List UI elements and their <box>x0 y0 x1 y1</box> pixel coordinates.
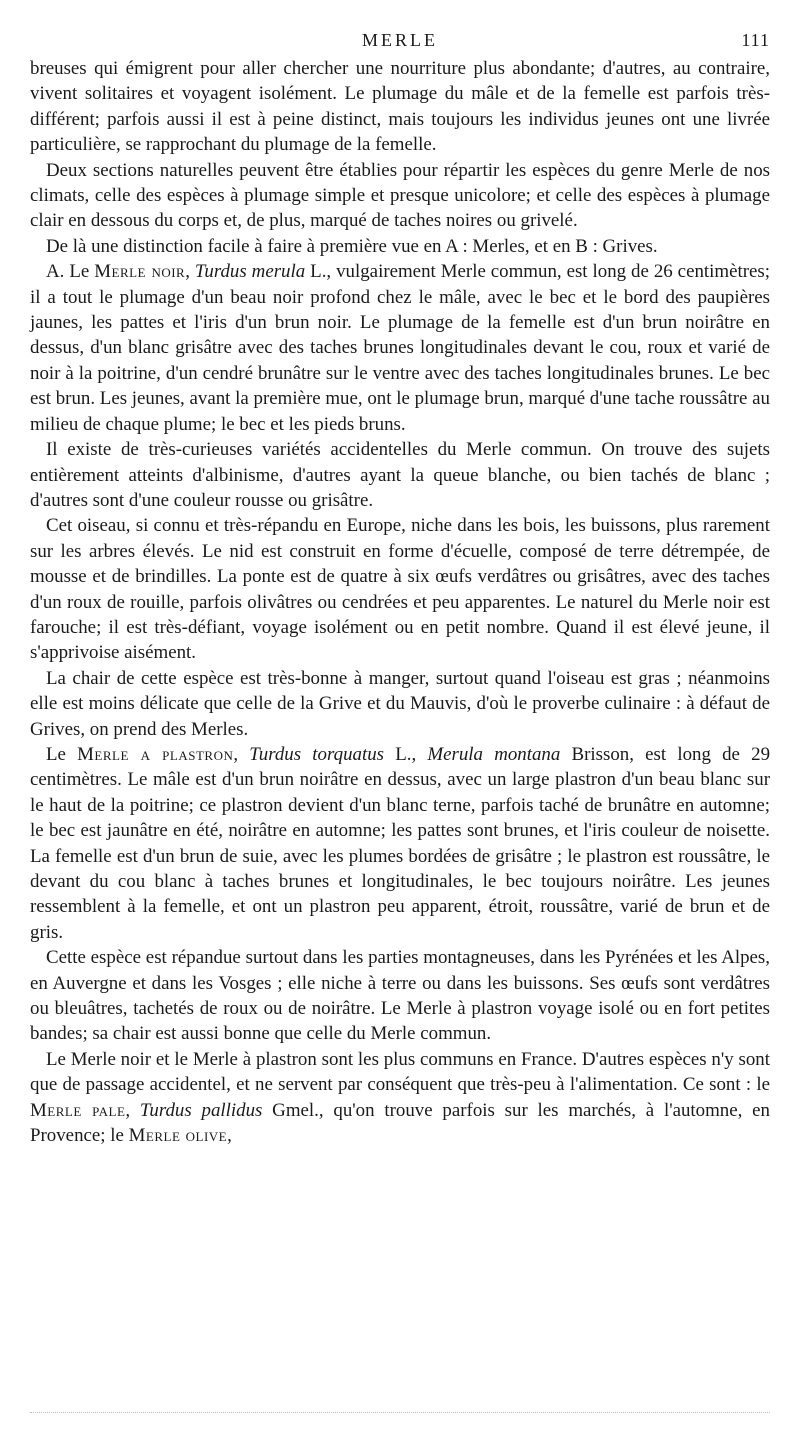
small-caps-text: Merle pale <box>30 1099 126 1121</box>
italic-text: Turdus torquatus <box>249 743 385 765</box>
text-run: L., vulgairement Merle commun, est long de 26 centimètres; il a tout le plumage d'un beau noir profond chez le mâle, avec le bec et le bord des paupières jaunes, les pattes et l'iris d'un brun noir. Le plumage de la femelle est d'un brun noirâtre en dessus, d'un blanc grisâtre avec des taches brunes longitudinales devant le cou, roux et varié de noir à la poitrine, d'un cendré brunâtre sur le ventre avec des taches longitudinales brunes. Le bec est brun. Les jeunes, avant la première mue, ont le plumage brun, marqué d'une tache roussâtre au milieu de chaque plume; le bec et les pieds bruns. <box>30 261 770 435</box>
small-caps-text: Merle a plastron <box>77 743 234 765</box>
paragraph <box>30 513 770 665</box>
text-run: breuses qui émigrent pour aller chercher une nourriture plus abondante; d'autres, au contraire, vivent solitaires et voyagent isolément. Le plumage du mâle et de la femelle est parfois très-différent; parfois aussi il est à peine distinct, mais toujours les individus jeunes ont une livrée particulière, se rapprochant du plumage de la femelle. <box>30 58 770 156</box>
paragraph <box>30 56 770 158</box>
paragraph <box>30 1047 770 1149</box>
text-run: Il existe de très-curieuses variétés accidentelles du Merle commun. On trouve des sujets entièrement atteints d'albinisme, d'autres ayant la queue blanche, ou bien tachés de blanc ; d'autres sont d'une couleur rousse ou grisâtre. <box>30 439 770 511</box>
italic-text: Turdus pallidus <box>139 1099 263 1121</box>
paragraph <box>30 437 770 513</box>
bottom-scan-artifact <box>30 1412 770 1413</box>
text-run: , <box>233 743 250 765</box>
text-run: Cet oiseau, si connu et très-répandu en Europe, niche dans les bois, les buissons, plus rarement sur les arbres élevés. Le nid est construit en forme d'écuelle, composé de terre détrempée, de mousse et de brindilles. La ponte est de quatre à six œufs verdâtres ou grisâtres, avec des taches d'un roux de rouille, parfois olivâtres ou cendrées et peu apparentes. Le naturel du Merle noir est farouche; il est très-défiant, voyage isolément ou en petit nombre. Quand il est élevé jeune, il s'apprivoise aisément. <box>30 515 770 664</box>
text-run: , <box>185 261 195 283</box>
paragraph <box>30 259 770 437</box>
text-run: Gmel., qu'on trouve parfois sur les marchés, à l'automne, en Provence; le <box>30 1099 770 1147</box>
text-run: , <box>227 1125 232 1147</box>
text-run: Brisson, est long de 29 centimètres. Le mâle est d'un brun noirâtre en dessus, avec un large plastron d'un beau blanc sur le haut de la poitrine; ce plastron devient d'un blanc terne, parfois taché de brunâtre en automne; le bec est jaunâtre en été, noirâtre en automne; les pattes sont brunes, et l'iris couleur de noisette. La femelle est d'un brun de suie, avec les plumes bordées de grisâtre ; le plastron est roussâtre, le devant du cou blanc à taches brunes et longitudinales, le bec toujours noirâtre. Les jeunes ressemblent à la femelle, et ont un plastron peu apparent, étroit, roussâtre, varié de brun et de gris. <box>30 743 771 943</box>
paragraph <box>30 742 770 945</box>
text-run: La chair de cette espèce est très-bonne à manger, surtout quand l'oiseau est gras ; néanmoins elle est moins délicate que celle de la Grive et du Mauvis, d'où le proverbe culinaire : à défaut de Grives, on prend des Merles. <box>30 667 770 740</box>
text-run: Le Merle noir et le Merle à plastron sont les plus communs en France. D'autres espèces n'y sont que de passage accidentel, et ne servent par conséquent que très-peu à l'alimentation. Ce sont : le <box>30 1048 770 1096</box>
paragraph <box>30 666 770 742</box>
italic-text: Merula montana <box>427 743 561 765</box>
running-header <box>30 22 770 56</box>
paragraph <box>30 158 770 234</box>
text-run: De là une distinction facile à faire à première vue en A : Merles, et en B : Grives. <box>46 235 658 257</box>
page <box>30 22 770 1148</box>
text-run: Deux sections naturelles peuvent être établies pour répartir les espèces du genre Merle de nos climats, celle des espèces à plumage simple et presque unicolore; et celle des espèces à plumage clair en dessous du corps et, de plus, marqué de taches noires ou grivelé. <box>30 159 770 232</box>
running-title: MERLE <box>362 30 438 50</box>
small-caps-text: Merle olive <box>128 1125 228 1147</box>
italic-text: Turdus merula <box>194 261 306 283</box>
small-caps-text: Merle noir <box>94 261 186 283</box>
text-run: Cette espèce est répandue surtout dans les parties montagneuses, dans les Pyrénées et les Alpes, en Auvergne et dans les Vosges ; elle niche à terre ou dans les buissons. Ses œufs sont verdâtres ou bleuâtres, tachetés de roux ou de noirâtre. Le Merle à plastron voyage isolé ou en fort petites bandes; sa chair est aussi bonne que celle du Merle commun. <box>30 947 770 1045</box>
paragraph <box>30 945 770 1047</box>
text-run: Le <box>46 743 78 765</box>
paragraph <box>30 234 770 259</box>
text-run: , <box>125 1099 140 1121</box>
body-text <box>30 56 770 1148</box>
page-number: 111 <box>741 30 770 50</box>
text-run: L., <box>384 743 428 765</box>
text-run: A. Le <box>46 261 95 283</box>
